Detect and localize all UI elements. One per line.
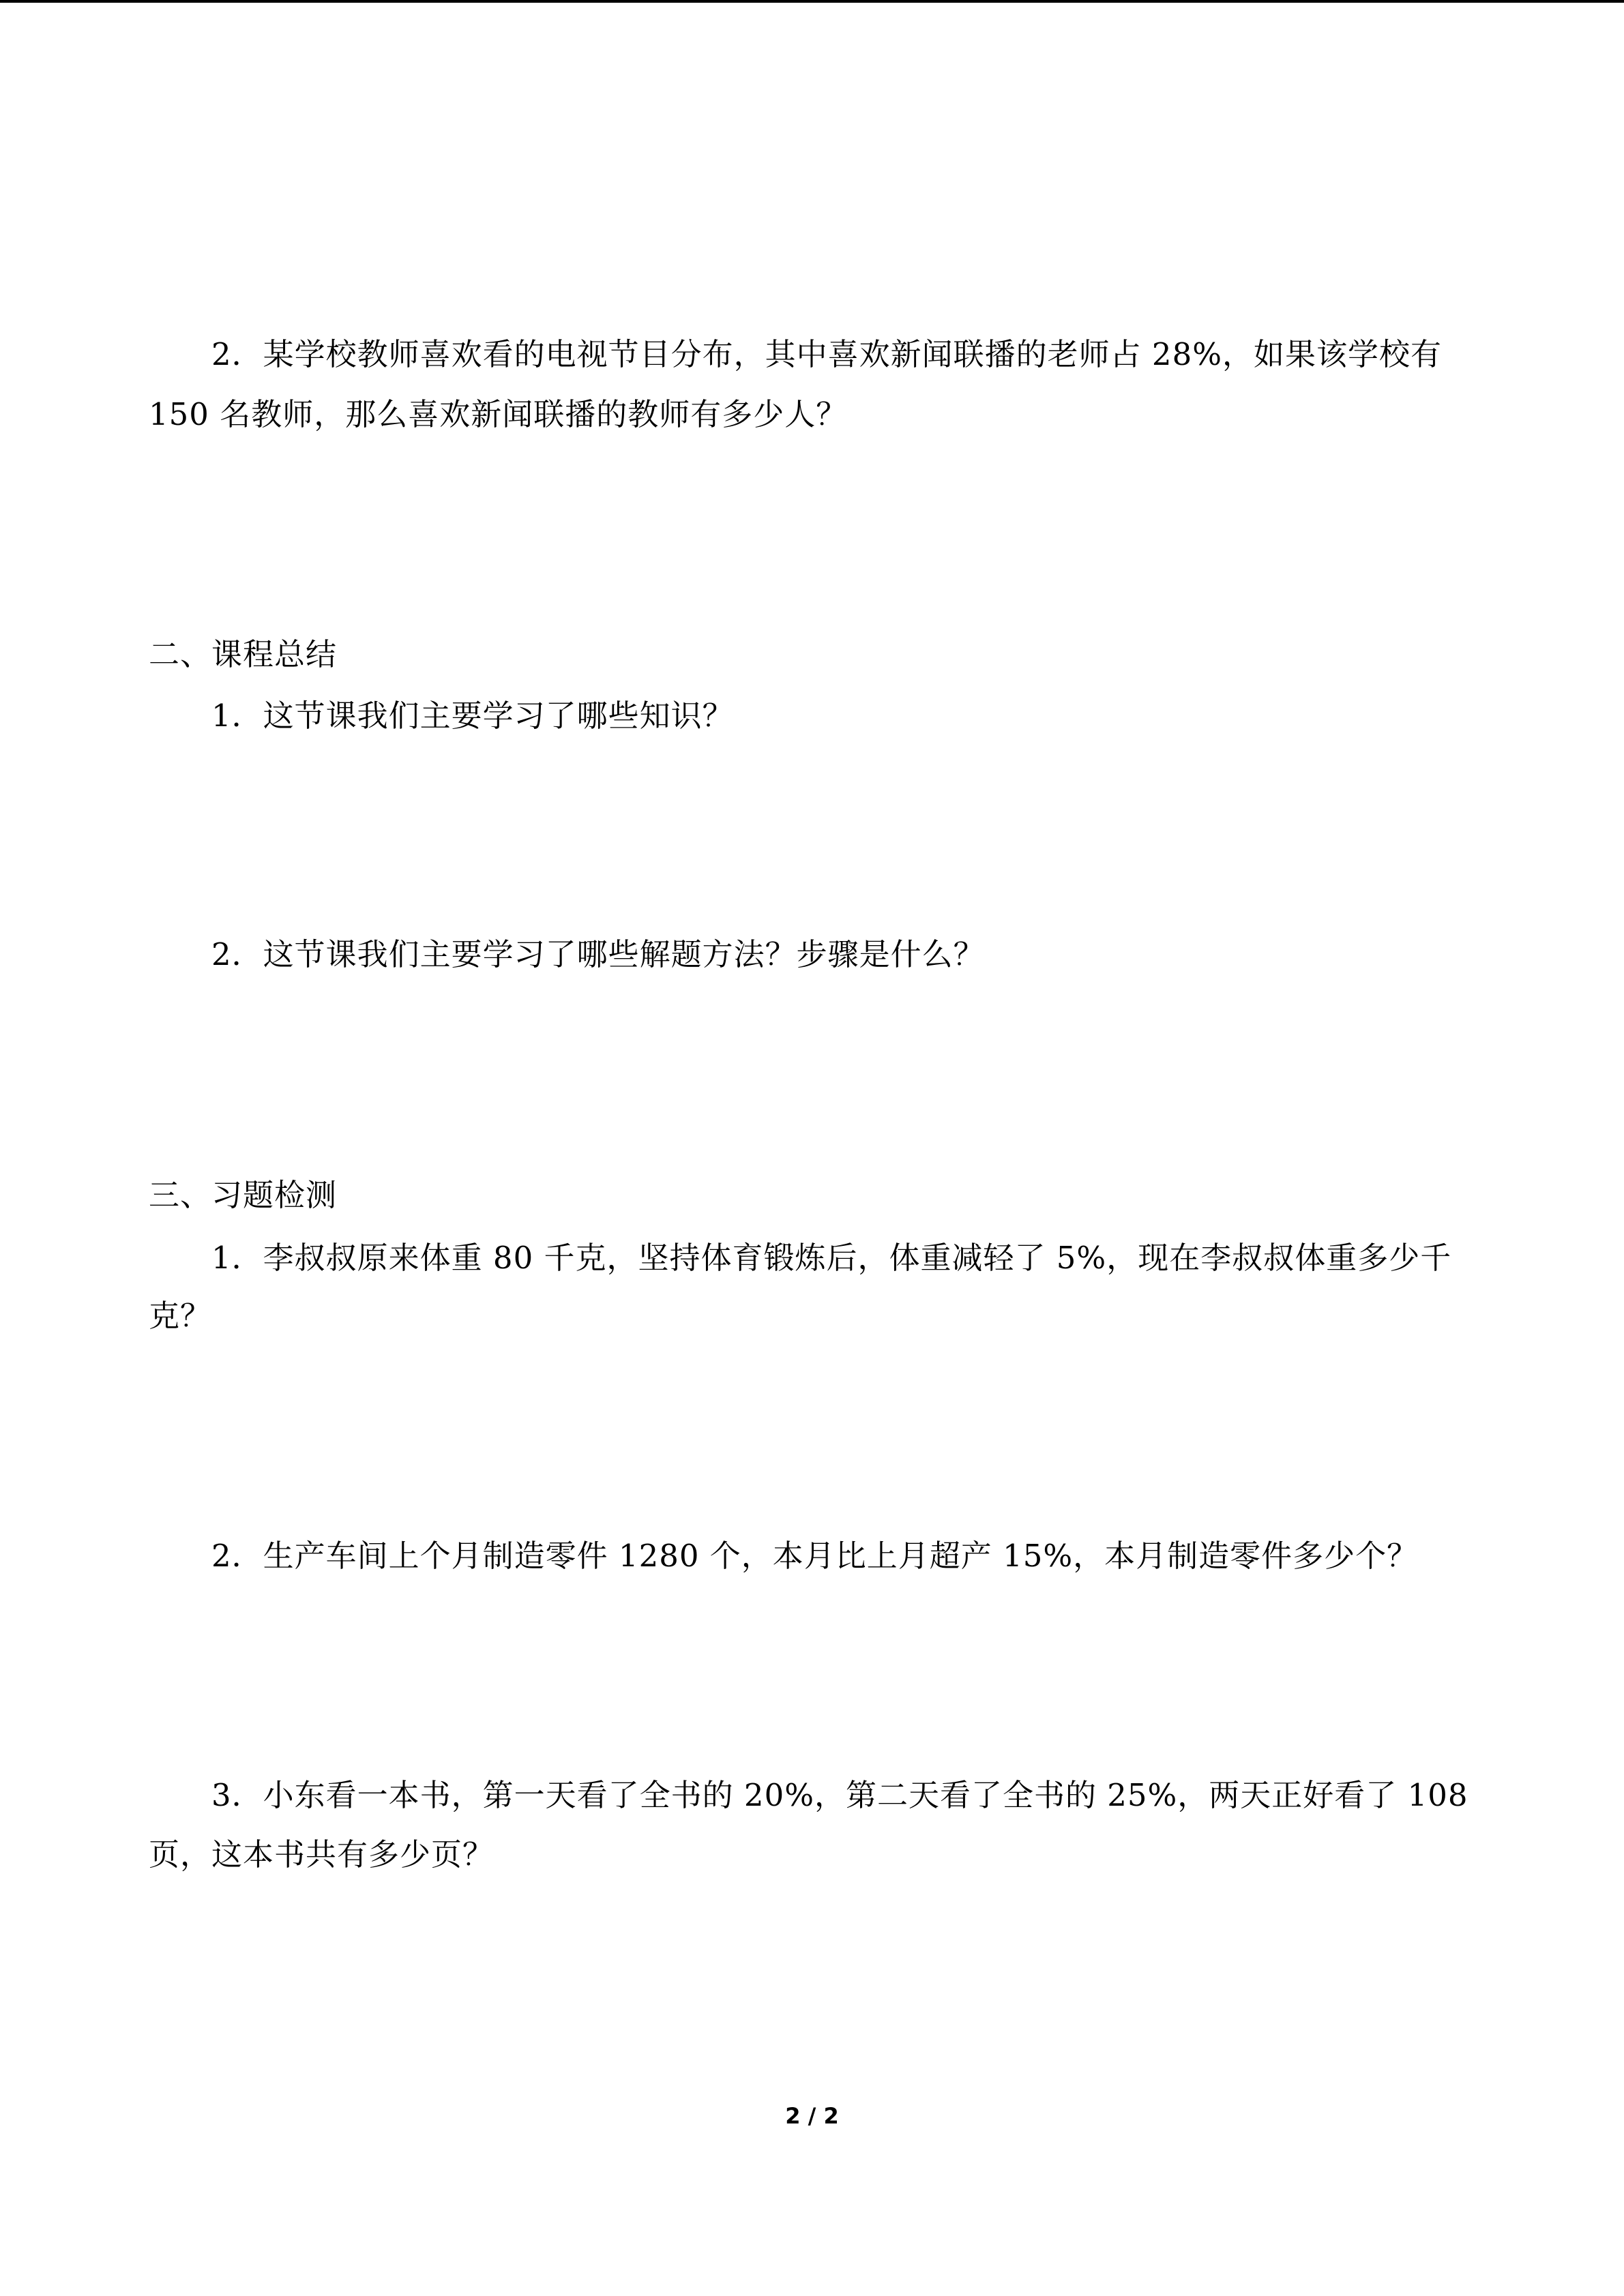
exercise-question-3-line-2: 页，这本书共有多少页？	[149, 1836, 494, 1873]
page-top-border	[0, 0, 1624, 3]
section-heading-course-summary: 二、课程总结	[149, 636, 338, 672]
summary-question-1: 1．这节课我们主要学习了哪些知识？	[211, 698, 734, 734]
question-2-line-1: 2．某学校教师喜欢看的电视节目分布，其中喜欢新闻联播的老师占 28%，如果该学校有	[211, 336, 1442, 372]
exercise-question-2: 2．生产车间上个月制造零件 1280 个，本月比上月超产 15%，本月制造零件多少个？	[211, 1538, 1419, 1574]
section-heading-exercise-test: 三、习题检测	[149, 1177, 338, 1213]
page-number: 2 / 2	[785, 2103, 839, 2129]
exercise-question-3-line-1: 3．小东看一本书，第一天看了全书的 20%，第二天看了全书的 25%，两天正好看了 108	[211, 1777, 1468, 1813]
question-2-line-2: 150 名教师，那么喜欢新闻联播的教师有多少人？	[149, 396, 848, 432]
summary-question-2: 2．这节课我们主要学习了哪些解题方法？步骤是什么？	[211, 936, 985, 972]
exercise-question-1-line-2: 克？	[149, 1298, 212, 1334]
exercise-question-1-line-1: 1．李叔叔原来体重 80 千克，坚持体育锻炼后，体重减轻了 5%，现在李叔叔体重多少千	[211, 1240, 1452, 1276]
